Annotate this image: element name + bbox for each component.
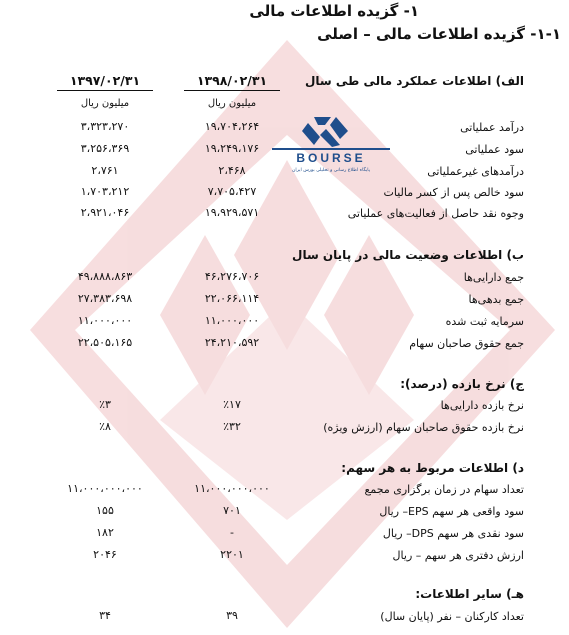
row-value-1397: ۳۴: [99, 609, 111, 622]
row-value-1397: ۲۷،۳۸۳،۶۹۸: [77, 292, 133, 305]
column-unit-1398: میلیون ریال: [207, 98, 257, 109]
row-label: نرخ بازده دارایی‌ها: [440, 399, 524, 412]
row-value-1398: ۱۱،۰۰۰،۰۰۰: [204, 314, 260, 327]
row-value-1397: ۱۱،۰۰۰،۰۰۰: [77, 314, 133, 327]
row-label: سرمایه ثبت شده: [445, 315, 524, 328]
column-underline-1397: [57, 90, 153, 91]
row-label: سود خالص پس از کسر مالیات: [383, 186, 524, 199]
logo-brand-text: BOURSE: [296, 151, 366, 165]
row-value-1398: ۱۹،۲۴۹،۱۷۶: [204, 142, 260, 155]
row-value-1398: ۴۶،۲۷۶،۷۰۶: [204, 270, 260, 283]
row-label: سود واقعی هر سهم EPS– ریال: [379, 505, 524, 518]
row-value-1398: ۳۹: [226, 609, 238, 622]
row-value-1397: ۳،۳۲۳،۲۷۰: [80, 120, 130, 133]
row-label: جمع حقوق صاحبان سهام: [409, 337, 524, 350]
row-value-1397: ۱۱،۰۰۰،۰۰۰،۰۰۰: [67, 482, 143, 495]
logo-tagline-text: پایگاه اطلاع رسانی و تحلیلی بورس ایران: [292, 168, 370, 173]
row-value-1398: ۲۲،۰۶۶،۱۱۴: [204, 292, 260, 305]
row-value-1398: ۲۲۰۱: [220, 548, 244, 561]
section-b-title: ب) اطلاعات وضعیت مالی در پایان سال: [292, 248, 524, 262]
row-value-1398: ۲۴،۲۱۰،۵۹۲: [204, 336, 260, 349]
row-value-1398: ۷۰۱: [223, 504, 241, 517]
row-label: سود عملیاتی: [465, 143, 524, 156]
row-value-1397: ۱۵۵: [96, 504, 114, 517]
row-label: تعداد کارکنان – نفر (پایان سال): [380, 610, 524, 623]
row-value-1398: ٪۱۷: [223, 398, 241, 411]
column-year-1398: ۱۳۹۸/۰۲/۳۱: [196, 73, 268, 88]
section-d-title: د) اطلاعات مربوط به هر سهم:: [341, 461, 524, 475]
row-label: تعداد سهام در زمان برگزاری مجمع: [364, 483, 524, 496]
row-label: جمع بدهی‌ها: [468, 293, 524, 306]
row-value-1397: ٪۳: [99, 398, 111, 411]
row-value-1398: ۷،۷۰۵،۴۲۷: [207, 185, 257, 198]
row-value-1398: ۱۹،۷۰۴،۲۶۴: [204, 120, 260, 133]
row-value-1397: ۲۲،۵۰۵،۱۶۵: [77, 336, 133, 349]
section-e-title: هـ) سایر اطلاعات:: [415, 587, 524, 601]
row-label: جمع دارایی‌ها: [463, 271, 524, 284]
row-value-1397: ۲،۹۲۱،۰۴۶: [80, 206, 130, 219]
row-value-1398: ٪۳۲: [223, 420, 241, 433]
row-label: سود نقدی هر سهم DPS– ریال: [382, 527, 524, 540]
row-value-1397: ۱۸۲: [96, 526, 114, 539]
row-label: وجوه نقد حاصل از فعالیت‌های عملیاتی: [347, 207, 524, 220]
row-label: درآمد عملیاتی: [460, 121, 524, 134]
column-underline-1398: [184, 90, 280, 91]
row-value-1397: ۲۰۴۶: [93, 548, 117, 561]
row-value-1398: ۱۱،۰۰۰،۰۰۰،۰۰۰: [194, 482, 270, 495]
column-unit-1397: میلیون ریال: [80, 98, 130, 109]
row-value-1397: ۱،۷۰۳،۲۱۲: [80, 185, 130, 198]
row-value-1397: ۴۹،۸۸۸،۸۶۳: [77, 270, 133, 283]
page-heading: ۱- گزیده اطلاعات مالی: [249, 2, 419, 20]
row-label: ارزش دفتری هر سهم – ریال: [392, 549, 524, 562]
row-value-1397: ۲،۷۶۱: [91, 164, 119, 177]
page-subheading: ۱-۱- گزیده اطلاعات مالی – اصلی: [317, 25, 561, 43]
column-year-1397: ۱۳۹۷/۰۲/۳۱: [69, 73, 141, 88]
row-value-1397: ۳،۲۵۶،۳۶۹: [80, 142, 130, 155]
bourse-logo: [270, 113, 392, 173]
section-a-title: الف) اطلاعات عملکرد مالی طی سال: [304, 74, 524, 88]
row-label: نرخ بازده حقوق صاحبان سهام (ارزش ویژه): [323, 421, 524, 434]
row-value-1397: ٪۸: [99, 420, 111, 433]
row-value-1398: -: [230, 526, 234, 539]
row-value-1398: ۲،۴۶۸: [218, 164, 246, 177]
row-label: درآمدهای غیرعملیاتی: [427, 165, 524, 178]
section-c-title: ج) نرخ بازده (درصد):: [400, 377, 524, 391]
row-value-1398: ۱۹،۹۲۹،۵۷۱: [204, 206, 260, 219]
